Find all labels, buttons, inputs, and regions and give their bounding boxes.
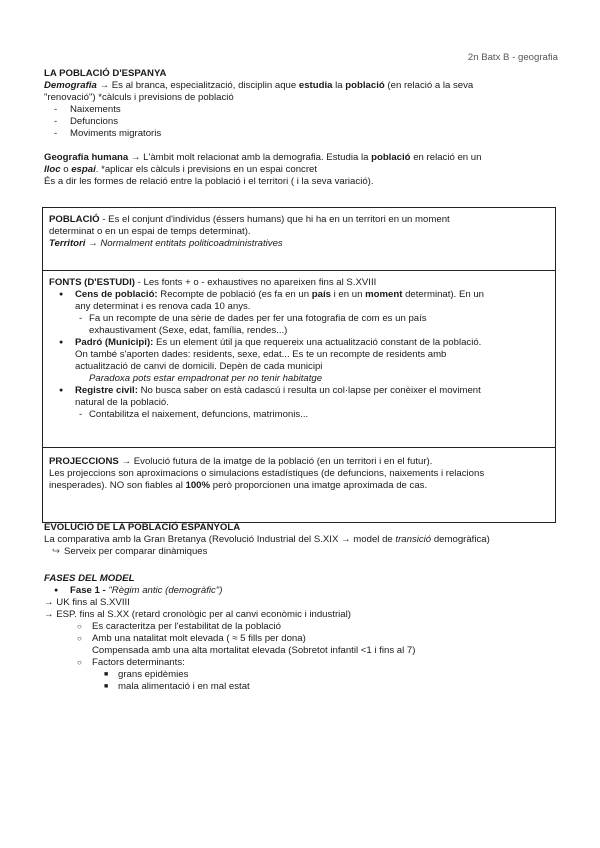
projeccions-text: inesperades). NO son fiables al <box>49 480 186 491</box>
poblacio-term: POBLACIÓ <box>49 214 100 225</box>
cens-sub: - Fa un recompte de una sèrie de dades per fer una fotografia de com es un país <box>49 313 549 325</box>
registre-text: No busca saber on està cadascú i resulta un col·lapse per conèixer el moviment <box>137 385 481 396</box>
projeccions-text: però proporcionen una imatge aproximada de cas. <box>210 480 428 491</box>
registre-item <box>49 385 549 397</box>
section-title: LA POBLACIÓ D'ESPANYA <box>44 68 167 79</box>
geografia-term: Geografia humana <box>44 152 129 163</box>
fase1-item <box>44 585 556 597</box>
fase-esp: → ESP. fins al S.XX (retard cronològic per al canvi econòmic i industrial) <box>44 609 351 620</box>
box-poblacio <box>43 208 555 270</box>
list-item: ■ grans epidèmies <box>44 669 556 681</box>
cens-text: determinat). En un <box>402 289 485 300</box>
projeccions-line1 <box>49 456 549 468</box>
cens-line2: any determinat i es renova cada 10 anys. <box>75 301 251 312</box>
padro-item <box>49 337 549 349</box>
demografia-definition <box>44 80 556 92</box>
fonts-line <box>49 277 549 289</box>
geografia-bold: població <box>371 152 411 163</box>
evolucio-arrow-item: ↪ Serveix per comparar dinàmiques <box>44 546 556 558</box>
list-item: - Naixements <box>44 104 556 116</box>
evolucio-line1 <box>44 534 556 546</box>
section-evolucio <box>44 522 556 558</box>
projeccions-bold: 100% <box>185 480 211 491</box>
padro-note: Paradoxa pots estar empadronat per no tenir habitatge <box>89 373 323 384</box>
list-item: ○ Es caracteritza per l'estabilitat de la població <box>44 621 556 633</box>
list-item: ■ mala alimentació i en mal estat <box>44 681 556 693</box>
fonts-term: FONTS (D'ESTUDI) <box>49 277 135 288</box>
registre-line2: natural de la població. <box>75 397 169 408</box>
cens-text: i en un <box>330 289 366 300</box>
geografia-text: en relació en un <box>410 152 482 163</box>
fase-name: "Règim antic (demogràfic") <box>108 585 223 596</box>
geografia-espai: espai <box>71 164 96 175</box>
section-title: EVOLUCIÓ DE LA POBLACIÓ ESPANYOLA <box>44 522 241 533</box>
cens-bold: moment <box>365 289 403 300</box>
geografia-text: . *aplicar els càlculs i previsions en un espai concret <box>95 164 318 175</box>
territori-text: → Normalment entitats politicoadministratives <box>85 238 283 249</box>
geografia-text: o <box>60 164 72 175</box>
poblacio-text: - Es el conjunt d'individus (éssers humans) que hi ha en un territori en un moment <box>99 214 450 225</box>
fase-term: Fase 1 - <box>70 585 109 596</box>
cens-text: Recompte de població (es fa en un <box>157 289 312 300</box>
registre-sub: - Contabilitza el naixement, defuncions, matrimonis... <box>49 409 549 421</box>
evolucio-italic: transició <box>395 534 432 545</box>
demografia-text: la <box>332 80 346 91</box>
evolucio-text: La comparativa amb la Gran Bretanya (Revolució Industrial del S.XIX → model de <box>44 534 396 545</box>
registre-term: Registre civil: <box>75 385 138 396</box>
section-title: FASES DEL MODEL <box>44 573 135 584</box>
demografia-line2: "renovació") *càlculs i previsions de població <box>44 92 234 103</box>
cens-item <box>49 289 549 301</box>
geografia-line2 <box>44 164 556 176</box>
demografia-items <box>44 104 556 140</box>
geografia-lloc: lloc <box>44 164 61 175</box>
box-projeccions <box>43 447 555 522</box>
list-item: - Defuncions <box>44 116 556 128</box>
definitions-box <box>42 207 556 523</box>
cens-term: Cens de població: <box>75 289 158 300</box>
fonts-text: - Les fonts + o - exhaustives no apareixen fins al S.XVIII <box>134 277 377 288</box>
evolucio-text: demogràfica) <box>431 534 490 545</box>
demografia-bold: estudia <box>298 80 333 91</box>
padro-term: Padró (Municipi): <box>75 337 154 348</box>
page-header: 2n Batx B - geografia <box>467 52 558 63</box>
demografia-bold: població <box>345 80 385 91</box>
territori-line <box>49 238 549 250</box>
projeccions-term: PROJECCIONS <box>49 456 119 467</box>
section-fases <box>44 573 556 693</box>
projeccions-line3 <box>49 480 549 492</box>
padro-text: Es un element útil ja que requereix una actualització constant de la població. <box>153 337 482 348</box>
cens-sub-cont: exhaustivament (Sexe, edat, família, rendes...) <box>89 325 288 336</box>
demografia-text: (en relació a la seva <box>384 80 474 91</box>
list-item: ○ Factors determinants: <box>44 657 556 669</box>
poblacio-line1 <box>49 214 549 226</box>
padro-line2: On també s'aporten dades: residents, sexe, edat... Es te un recompte de residents amb <box>75 349 447 360</box>
territori-term: Territori <box>49 238 86 249</box>
geografia-line3: És a dir les formes de relació entre la població i el territori ( i la seva variació). <box>44 176 374 187</box>
list-item-cont: Compensada amb una alta mortalitat elevada (Sobretot infantil <1 i fins al 7) <box>92 645 416 656</box>
poblacio-line2: determinat o en un espai de temps determinat). <box>49 226 251 237</box>
projeccions-text: → Evolució futura de la imatge de la població (en un territori i en el futur). <box>118 456 433 467</box>
section-poblacio-espanya <box>44 68 556 188</box>
list-item: ○ Amb una natalitat molt elevada ( ≈ 5 fills per dona) <box>44 633 556 645</box>
demografia-term: Demografia <box>44 80 97 91</box>
box-fonts <box>43 270 555 447</box>
projeccions-line2: Les projeccions son aproximacions o simulacions estadístiques (de defuncions, naixements i relacions <box>49 468 485 479</box>
fase-uk: → UK fins al S.XVIII <box>44 597 130 608</box>
padro-line3: actualització de canvi de domicili. Depèn de cada municipi <box>75 361 323 372</box>
cens-bold: país <box>311 289 331 300</box>
geografia-text: → L'àmbit molt relacionat amb la demografia. Estudia la <box>128 152 372 163</box>
list-item: - Moviments migratoris <box>44 128 556 140</box>
geografia-definition <box>44 152 556 164</box>
demografia-text: → Es al branca, especialització, disciplin aque <box>96 80 299 91</box>
